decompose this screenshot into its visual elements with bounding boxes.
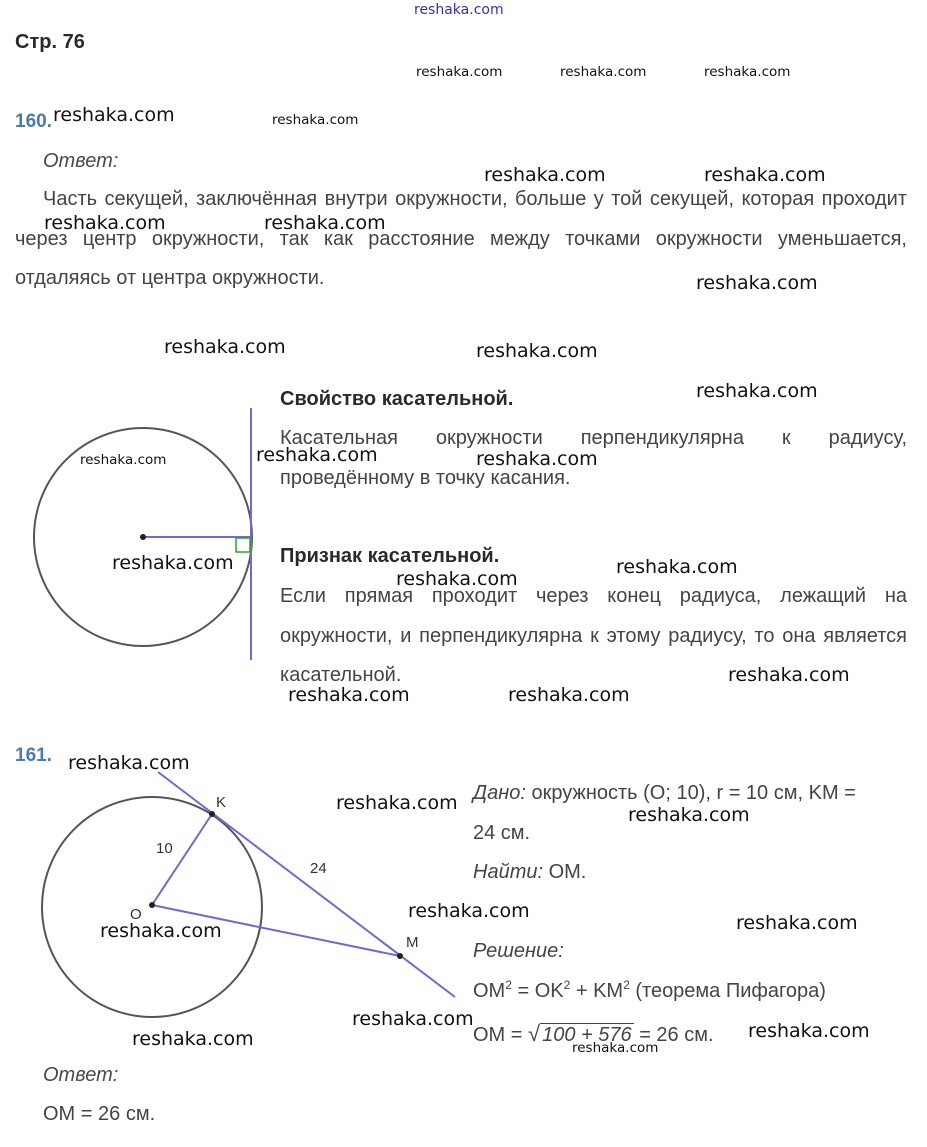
tangent-figure <box>25 400 265 670</box>
find-line <box>473 861 586 884</box>
given-text-1: окружность (O; 10), r = 10 см, KM = <box>531 782 856 804</box>
eq2-lhs: OM = <box>473 1024 523 1046</box>
eq1-exp-1: 2 <box>505 978 512 992</box>
watermark: reshaka.com <box>696 380 818 402</box>
top-watermark: reshaka.com <box>414 2 504 18</box>
watermark: reshaka.com <box>572 1040 659 1056</box>
watermark: reshaka.com <box>272 112 359 128</box>
sign-text: Если прямая проходит через конец радиуса, лежащий на окружности, и перпендикулярна к этому радиусу, то она является касательной. <box>280 585 907 686</box>
find-text: OM. <box>548 861 587 883</box>
sqrt-symbol: √ <box>528 1021 541 1046</box>
watermark: reshaka.com <box>628 804 750 826</box>
eq1-ok: OK <box>534 980 564 1002</box>
watermark: reshaka.com <box>44 212 166 234</box>
label-ok-length: 10 <box>156 840 173 857</box>
watermark: reshaka.com <box>396 568 518 590</box>
task-160-number: 160. <box>15 111 52 132</box>
watermark: reshaka.com <box>164 336 286 358</box>
task-161-number: 161. <box>15 745 52 766</box>
solution-label: Решение: <box>473 940 564 962</box>
eq1-exp-3: 2 <box>623 978 630 992</box>
watermark: reshaka.com <box>264 212 386 234</box>
watermark: reshaka.com <box>748 1020 870 1042</box>
watermark: reshaka.com <box>704 64 791 80</box>
watermark: reshaka.com <box>256 444 378 466</box>
watermark: reshaka.com <box>696 272 818 294</box>
watermark: reshaka.com <box>476 340 598 362</box>
eq2-radicand: 100 + 576 <box>542 1024 632 1046</box>
point-k-dot <box>209 811 215 817</box>
watermark: reshaka.com <box>336 792 458 814</box>
point-o-dot <box>149 902 155 908</box>
task-161-answer-text: OM = 26 см. <box>43 1103 156 1125</box>
property-text: Касательная окружности перпендикулярна к радиусу, проведённому в точку касания. <box>280 427 907 489</box>
watermark: reshaka.com <box>80 452 167 468</box>
watermark: reshaka.com <box>476 448 598 470</box>
given-label: Дано: <box>473 782 526 804</box>
task-160-answer-label: Ответ: <box>43 150 119 172</box>
point-k-label: K <box>216 794 227 811</box>
property-title: Свойство касательной. <box>280 388 514 410</box>
point-m-dot <box>397 953 403 959</box>
watermark: reshaka.com <box>560 64 647 80</box>
watermark: reshaka.com <box>616 556 738 578</box>
label-km-length: 24 <box>310 860 327 877</box>
page-title: Стр. 76 <box>15 31 85 53</box>
watermark: reshaka.com <box>508 684 630 706</box>
given-text-2: 24 см. <box>473 822 531 844</box>
point-o-label: O <box>130 906 142 923</box>
eq1-exp-2: 2 <box>563 978 571 992</box>
given-line-1 <box>473 782 856 805</box>
equation-pythagoras: $OM^2 = OK^2 + KM^2$ (теорема Пифагора) <box>473 978 826 1002</box>
watermark: reshaka.com <box>132 1028 254 1050</box>
watermark: reshaka.com <box>288 684 410 706</box>
watermark: reshaka.com <box>736 912 858 934</box>
watermark: reshaka.com <box>484 164 606 186</box>
watermark: reshaka.com <box>408 900 530 922</box>
eq1-om: OM <box>473 980 506 1002</box>
watermark: reshaka.com <box>100 920 222 942</box>
sign-title: Признак касательной. <box>280 545 500 567</box>
find-label: Найти: <box>473 861 544 883</box>
right-angle-mark <box>236 538 250 552</box>
eq1-km: KM <box>593 980 624 1002</box>
watermark: reshaka.com <box>112 552 234 574</box>
watermark: reshaka.com <box>728 664 850 686</box>
center-point <box>140 534 146 540</box>
line-ok <box>152 814 212 905</box>
task-160-answer-text: Часть секущей, заключённая внутри окружности, больше у той секущей, которая проходит через центр окружности, так как расстояние между точками окружности уменьшается, отдаляясь от центра окружности. <box>15 188 907 289</box>
watermark: reshaka.com <box>416 64 503 80</box>
task-161-answer-label: Ответ: <box>43 1064 119 1086</box>
point-m-label: M <box>406 934 419 951</box>
watermark: reshaka.com <box>352 1008 474 1030</box>
watermark: reshaka.com <box>53 104 175 126</box>
eq1-note: (теорема Пифагора) <box>635 980 826 1002</box>
watermark: reshaka.com <box>68 752 190 774</box>
watermark: reshaka.com <box>704 164 826 186</box>
eq2-rhs: = 26 см. <box>639 1024 714 1046</box>
